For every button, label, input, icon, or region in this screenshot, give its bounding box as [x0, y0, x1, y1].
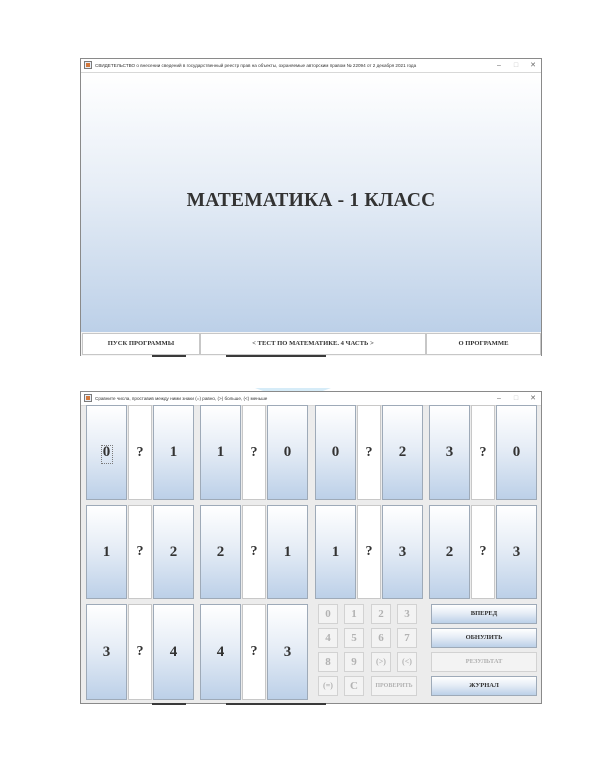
key-0[interactable]: 0 [318, 604, 338, 624]
bottom-toolbar [81, 332, 541, 356]
number-tile[interactable]: 3 [86, 604, 127, 700]
splash-window [80, 58, 542, 356]
app-icon [84, 394, 92, 402]
close-icon[interactable]: ✕ [530, 62, 536, 69]
splash-panel [81, 73, 541, 332]
key-1[interactable]: 1 [344, 604, 364, 624]
title-bar [81, 392, 541, 406]
number-tile[interactable]: 0 [496, 405, 537, 500]
key-3[interactable]: 3 [397, 604, 417, 624]
key-8[interactable]: 8 [318, 652, 338, 672]
decorative-line [226, 355, 326, 357]
key-9[interactable]: 9 [344, 652, 364, 672]
sign-slot[interactable]: ? [128, 405, 152, 500]
next-button[interactable]: ВПЕРЕД [431, 604, 537, 624]
reset-button[interactable]: ОБНУЛИТЬ [431, 628, 537, 648]
sign-slot[interactable]: ? [471, 405, 495, 500]
journal-button[interactable]: ЖУРНАЛ [431, 676, 537, 696]
check-button[interactable]: ПРОВЕРИТЬ [371, 676, 417, 696]
sign-slot[interactable]: ? [357, 405, 381, 500]
number-tile[interactable]: 0 [267, 405, 308, 500]
number-tile[interactable]: 4 [200, 604, 241, 700]
sign-slot[interactable]: ? [242, 604, 266, 700]
result-button[interactable]: РЕЗУЛЬТАТ [431, 652, 537, 672]
minimize-icon[interactable]: – [497, 395, 501, 402]
number-tile[interactable]: 2 [382, 405, 423, 500]
number-tile[interactable]: 2 [153, 505, 194, 599]
number-tile[interactable]: 3 [429, 405, 470, 500]
sign-slot[interactable]: ? [128, 505, 152, 599]
number-tile[interactable]: 1 [200, 405, 241, 500]
number-tile[interactable]: 1 [315, 505, 356, 599]
test-button[interactable]: < ТЕСТ ПО МАТЕМАТИКЕ. 4 ЧАСТЬ > [200, 333, 426, 355]
title-bar [81, 59, 541, 73]
close-icon[interactable]: ✕ [530, 395, 536, 402]
sign-slot[interactable]: ? [357, 505, 381, 599]
app-icon [84, 61, 92, 69]
minimize-icon[interactable]: – [497, 62, 501, 69]
number-tile[interactable]: 2 [429, 505, 470, 599]
window-title: СВИДЕТЕЛЬСТВО о внесении сведений в государственный реестр прав на объекты, охраняемые авторским правом № 22094 от 2 декабря 2021 года [95, 63, 417, 68]
number-tile[interactable]: 0 [315, 405, 356, 500]
sign-slot[interactable]: ? [242, 405, 266, 500]
key-clear[interactable]: С [344, 676, 364, 696]
number-tile[interactable]: 1 [153, 405, 194, 500]
key-4[interactable]: 4 [318, 628, 338, 648]
number-tile[interactable]: 3 [267, 604, 308, 700]
key-7[interactable]: 7 [397, 628, 417, 648]
number-tile[interactable]: 0 [86, 405, 127, 500]
sign-slot[interactable]: ? [128, 604, 152, 700]
key-equal[interactable]: (=) [318, 676, 338, 696]
focus-indicator [101, 445, 113, 464]
number-tile[interactable]: 3 [496, 505, 537, 599]
decorative-line [152, 703, 186, 705]
sign-slot[interactable]: ? [242, 505, 266, 599]
number-tile[interactable]: 3 [382, 505, 423, 599]
decorative-line [152, 355, 186, 357]
number-tile[interactable]: 4 [153, 604, 194, 700]
program-heading: МАТЕМАТИКА - 1 КЛАСС [186, 190, 436, 211]
key-6[interactable]: 6 [371, 628, 391, 648]
key-greater[interactable]: (>) [371, 652, 391, 672]
start-program-button[interactable]: ПУСК ПРОГРАММЫ [82, 333, 200, 355]
maximize-icon[interactable]: □ [513, 62, 519, 69]
number-tile[interactable]: 1 [86, 505, 127, 599]
number-tile[interactable]: 1 [267, 505, 308, 599]
decorative-line [226, 703, 326, 705]
window-title: Сравните числа, проставив между ними знаки (=) равно, (>) больше, (<) меньше [95, 396, 268, 401]
key-5[interactable]: 5 [344, 628, 364, 648]
key-2[interactable]: 2 [371, 604, 391, 624]
number-tile[interactable]: 2 [200, 505, 241, 599]
maximize-icon[interactable]: □ [513, 395, 519, 402]
key-less[interactable]: (<) [397, 652, 417, 672]
sign-slot[interactable]: ? [471, 505, 495, 599]
about-button[interactable]: О ПРОГРАММЕ [426, 333, 541, 355]
